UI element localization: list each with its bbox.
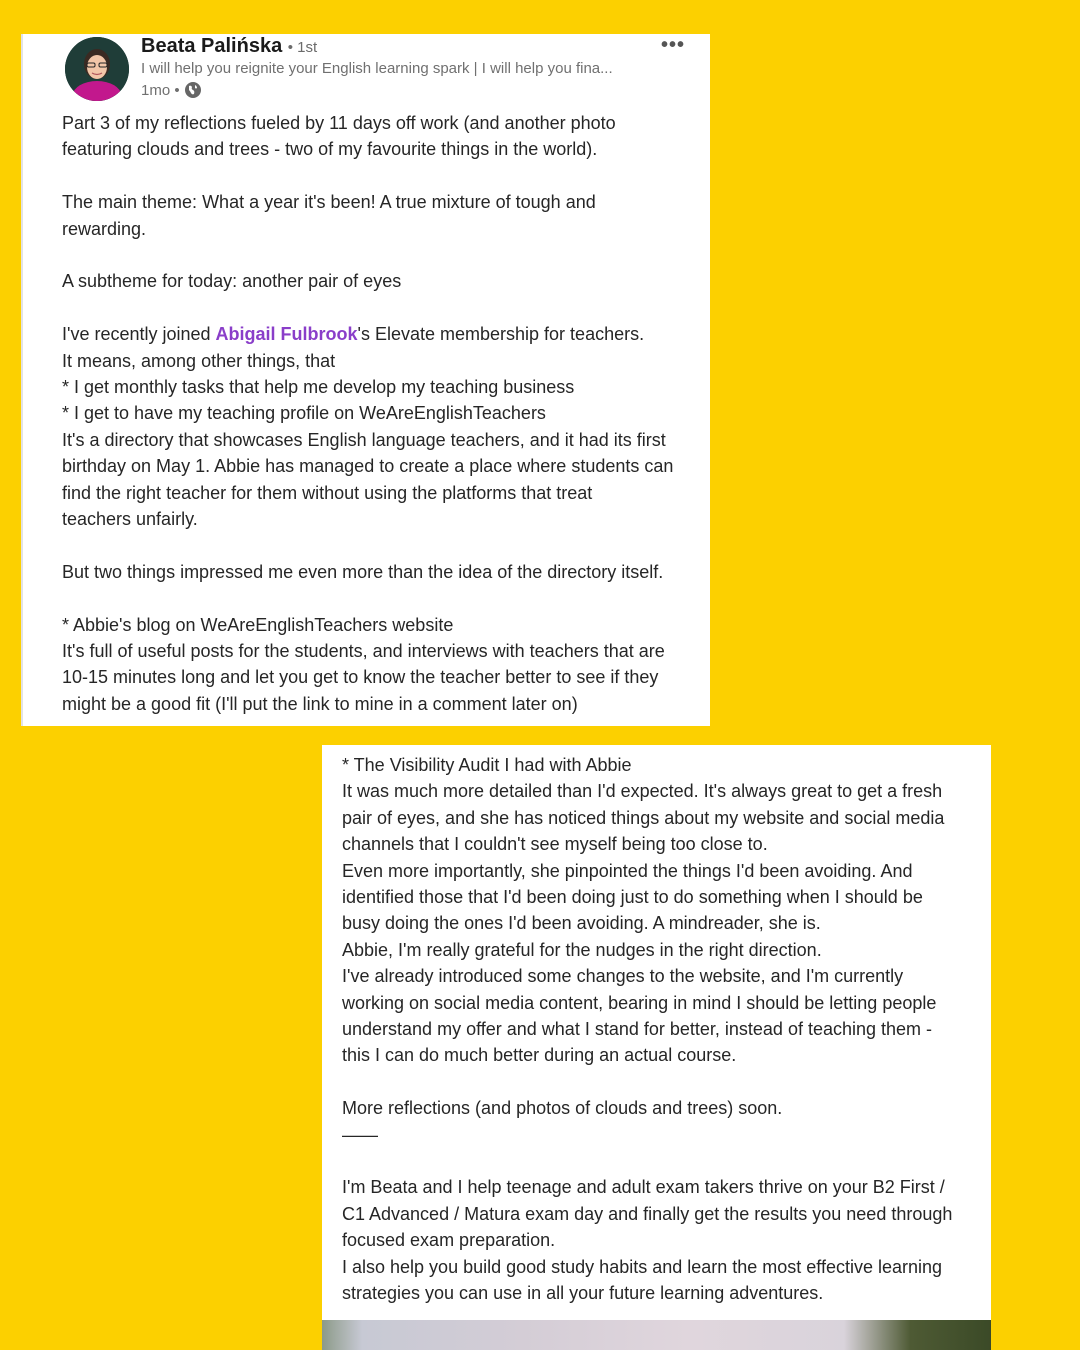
body-line: * I get monthly tasks that help me develop my teaching business xyxy=(62,377,575,398)
body-line: The main theme: What a year it's been! A true mixture of tough and xyxy=(62,192,596,213)
body-line: focused exam preparation. xyxy=(342,1230,556,1251)
mention-link[interactable]: Abigail Fulbrook xyxy=(215,324,358,345)
body-line: * The Visibility Audit I had with Abbie xyxy=(342,755,632,775)
author-avatar[interactable] xyxy=(65,37,129,101)
post-body-part1 xyxy=(62,110,702,717)
post-meta xyxy=(141,81,202,99)
body-line: But two things impressed me even more than the idea of the directory itself. xyxy=(62,561,664,582)
body-line: featuring clouds and trees - two of my favourite things in the world). xyxy=(62,139,598,160)
body-line: strategies you can use in all your future learning adventures. xyxy=(342,1283,824,1304)
more-options-button[interactable]: ••• xyxy=(661,34,686,56)
body-line-with-mention xyxy=(62,321,702,347)
blank-line xyxy=(62,585,702,611)
body-line: identified those that I'd been doing just to do something when I should be xyxy=(342,887,923,908)
author-name[interactable] xyxy=(141,35,317,58)
post-time: 1mo • xyxy=(141,81,180,99)
body-line: A subtheme for today: another pair of eyes xyxy=(62,271,402,292)
body-line: I've already introduced some changes to the website, and I'm currently xyxy=(342,966,904,987)
blank-line xyxy=(62,532,702,558)
post-card-top xyxy=(21,34,710,726)
separator-line: —— xyxy=(342,1124,378,1145)
avatar-photo-icon xyxy=(65,37,129,101)
body-line: pair of eyes, and she has noticed things about my website and social media xyxy=(342,807,945,828)
post-photo-clouds-trees[interactable] xyxy=(322,1320,991,1350)
body-text-span: I've recently joined xyxy=(62,324,216,345)
body-line: 10-15 minutes long and let you get to know the teacher better to see if they xyxy=(62,667,659,688)
body-line: understand my offer and what I stand for better, instead of teaching them - xyxy=(342,1019,933,1040)
body-line: Part 3 of my reflections fueled by 11 days off work (and another photo xyxy=(62,113,616,133)
body-line: * I get to have my teaching profile on WeAreEnglishTeachers xyxy=(62,403,546,424)
body-line: Even more importantly, she pinpointed the things I'd been avoiding. And xyxy=(342,860,913,881)
body-line: C1 Advanced / Matura exam day and finally get the results you need through xyxy=(342,1203,953,1224)
body-line: I'm Beata and I help teenage and adult exam takers thrive on your B2 First / xyxy=(342,1177,945,1198)
body-line: working on social media content, bearing in mind I should be letting people xyxy=(342,992,937,1013)
body-line: channels that I couldn't see myself being too close to. xyxy=(342,834,768,855)
body-text-span: 's Elevate membership for teachers. xyxy=(357,324,645,345)
body-line: busy doing the ones I'd been avoiding. A mindreader, she is. xyxy=(342,913,821,934)
post-card-bottom xyxy=(322,745,991,1350)
body-line: More reflections (and photos of clouds and trees) soon. xyxy=(342,1098,783,1119)
body-line: It's a directory that showcases English language teachers, and it had its first xyxy=(62,429,666,450)
body-line: It means, among other things, that xyxy=(62,350,336,371)
body-line: rewarding. xyxy=(62,218,147,239)
body-line: teachers unfairly. xyxy=(62,509,198,530)
body-line: Abbie, I'm really grateful for the nudges in the right direction. xyxy=(342,939,822,960)
author-name-text[interactable]: Beata Palińska xyxy=(141,35,283,57)
body-line: It's full of useful posts for the students, and interviews with teachers that are xyxy=(62,641,665,662)
body-line: It was much more detailed than I'd expected. It's always great to get a fresh xyxy=(342,781,943,802)
body-line: I also help you build good study habits and learn the most effective learning xyxy=(342,1256,943,1277)
globe-icon xyxy=(184,81,202,99)
body-line: find the right teacher for them without using the platforms that treat xyxy=(62,482,593,503)
body-line: might be a good fit (I'll put the link to mine in a comment later on) xyxy=(62,693,578,714)
blank-line xyxy=(342,1069,987,1095)
author-headline: I will help you reignite your English learning spark | I will help you fina... xyxy=(141,60,613,77)
body-line: this I can do much better during an actual course. xyxy=(342,1045,737,1066)
blank-line xyxy=(342,1148,987,1174)
post-body-part2 xyxy=(342,752,987,1307)
blank-line xyxy=(62,242,702,268)
body-line: birthday on May 1. Abbie has managed to create a place where students can xyxy=(62,456,674,477)
blank-line xyxy=(62,163,702,189)
body-line: * Abbie's blog on WeAreEnglishTeachers website xyxy=(62,614,454,635)
blank-line xyxy=(62,295,702,321)
connection-degree: • 1st xyxy=(287,39,318,56)
